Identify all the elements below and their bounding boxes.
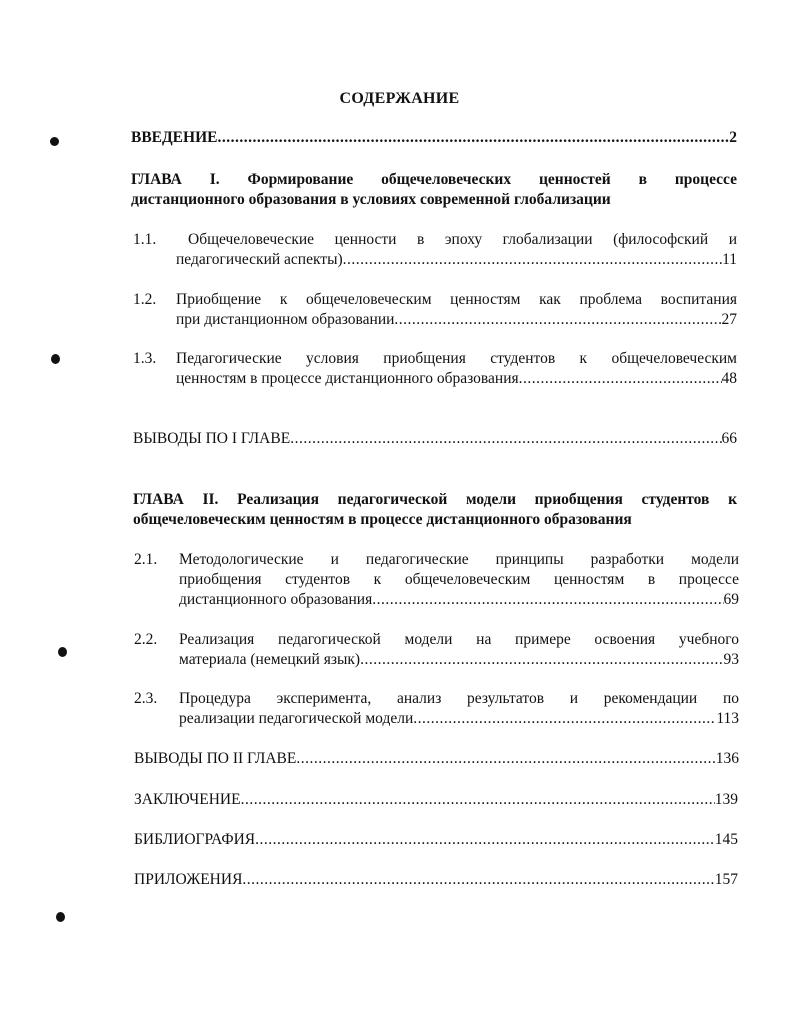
leader-dots: [372, 590, 723, 610]
toc-conclusions-1: ВЫВОДЫ ПО I ГЛАВЕ ..... 66: [133, 429, 737, 449]
section-number: 2.2.: [134, 631, 158, 648]
section-1-3-line2: ценностям в процессе дистанционного образования ..... 48: [176, 369, 737, 389]
section-page: 139: [714, 791, 738, 808]
chapter1-heading-line2: дистанционного образования в условиях современной глобализации: [131, 191, 611, 208]
scan-speck: [58, 647, 67, 657]
section-1-2-line2: при дистанционном образовании ..... 27: [176, 310, 737, 330]
section-2-2-line2: материала (немецкий язык) ..... 93: [179, 650, 739, 670]
section-page: 11: [722, 251, 737, 268]
leader-dots: [241, 790, 715, 810]
section-2-3-line2: реализации педагогической модели ..... 113: [179, 709, 739, 729]
section-1-3-line1: Педагогические условия приобщения студентов к общечеловеческим: [176, 350, 737, 367]
toc-intro: [131, 128, 737, 148]
section-2-2-line1: Реализация педагогической модели на примере освоения учебного: [179, 631, 739, 648]
section-number: 1.2.: [133, 291, 157, 308]
leader-dots: [394, 310, 721, 330]
section-number: 2.3.: [134, 690, 158, 707]
leader-dots: [296, 749, 715, 769]
page-title: СОДЕРЖАНИЕ: [339, 90, 460, 107]
section-2-1-line3: дистанционного образования ..... 69: [179, 590, 739, 610]
section-number: 1.1.: [133, 231, 157, 248]
section-1-1-line2: педагогический аспекты) ..... 11: [176, 250, 737, 270]
leader-dots: [242, 870, 714, 890]
section-1-1-line1: Общечеловеческие ценности в эпоху глобализации (философский и: [188, 231, 737, 248]
leader-dots: [519, 369, 722, 389]
toc-intro-page: 2: [729, 129, 737, 146]
leader-dots: [290, 429, 721, 449]
section-page: 69: [723, 591, 739, 608]
toc-bibliography: БИБЛИОГРАФИЯ ..... 145: [134, 830, 738, 850]
section-1-2-line1: Приобщение к общечеловеческим ценностям как проблема воспитания: [176, 291, 737, 308]
section-page: 93: [723, 651, 739, 668]
toc-appendices: ПРИЛОЖЕНИЯ ..... 157: [134, 870, 738, 890]
section-page: 48: [721, 370, 737, 387]
section-page: 113: [716, 710, 739, 727]
leader-dots: [360, 650, 723, 670]
chapter2-heading-line1: ГЛАВА II. Реализация педагогической модели приобщения студентов к: [133, 491, 737, 508]
leader-dots: [255, 830, 715, 850]
section-number: 1.3.: [133, 350, 157, 367]
scan-speck: [50, 137, 59, 146]
chapter2-heading-line2: общечеловеческим ценностям в процессе дистанционного образования: [133, 511, 632, 528]
section-2-1-line1: Методологические и педагогические принципы разработки модели: [179, 551, 739, 568]
scan-speck: [51, 354, 60, 364]
leader-dots: [343, 250, 722, 270]
toc-intro-label: ВВЕДЕНИЕ: [131, 129, 218, 146]
toc-conclusion: ЗАКЛЮЧЕНИЕ ..... 139: [134, 790, 738, 810]
section-page: 157: [714, 871, 738, 888]
section-page: 66: [721, 430, 737, 447]
scan-speck: [56, 912, 65, 922]
section-number: 2.1.: [134, 551, 158, 568]
leader-dots: [413, 709, 716, 729]
section-2-3-line1: Процедура эксперимента, анализ результатов и рекомендации по: [179, 690, 739, 707]
section-page: 145: [714, 831, 738, 848]
section-2-1-line2: приобщения студентов к общечеловеческим ценностям в процессе: [179, 571, 739, 588]
leader-dots: [217, 128, 729, 148]
toc-conclusions-2: ВЫВОДЫ ПО II ГЛАВЕ ..... 136: [134, 749, 739, 769]
section-page: 136: [715, 750, 739, 767]
chapter1-heading-line1: ГЛАВА I. Формирование общечеловеческих ценностей в процессе: [131, 171, 737, 188]
section-page: 27: [721, 311, 737, 328]
